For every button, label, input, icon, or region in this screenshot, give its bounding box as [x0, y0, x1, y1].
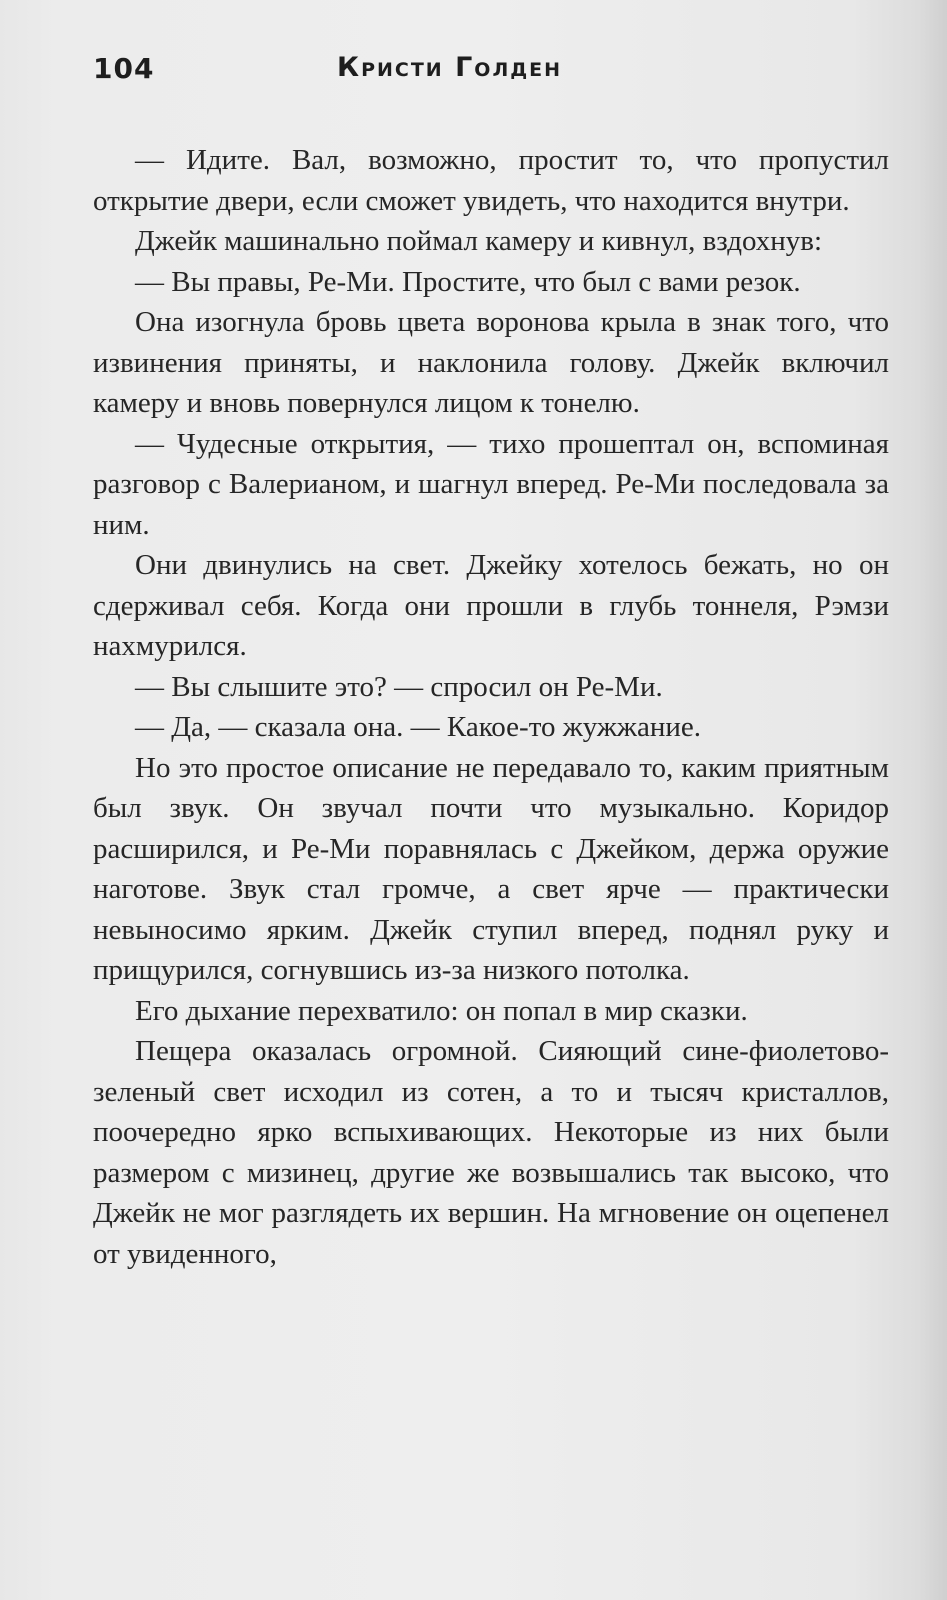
running-head-author: Кристи Голден	[337, 52, 563, 83]
paragraph: — Вы правы, Ре-Ми. Простите, что был с вами резок.	[135, 265, 801, 298]
body-text	[93, 140, 889, 1274]
paragraph: — Да, — сказала она. — Какое-то жужжание.	[135, 711, 701, 743]
page-number: 104	[93, 52, 155, 85]
paragraph: — Чудесные открытия, — тихо прошептал он, вспоминая разговор с Валерианом, и шагнул вперед. Ре-Ми последовала за ним.	[93, 427, 889, 541]
paragraph: Его дыхание перехватило: он попал в мир сказки.	[135, 994, 748, 1027]
paragraph: — Идите. Вал, возможно, простит то, что пропустил открытие двери, если сможет увидеть, что находится внутри.	[93, 144, 889, 217]
paragraph: Джейк машинально поймал камеру и кивнул, вздохнув:	[135, 225, 823, 257]
paragraph: Она изогнула бровь цвета воронова крыла в знак того, что извинения приняты, и наклонила голову. Джейк включил камеру и вновь повернулся лицом к тонелю.	[93, 306, 889, 419]
page-header	[93, 52, 893, 92]
paragraph: — Вы слышите это? — спросил он Ре-Ми.	[135, 670, 663, 703]
paragraph: Они двинулись на свет. Джейку хотелось бежать, но он сдерживал себя. Когда они прошли в глубь тоннеля, Рэмзи нахмурился.	[93, 549, 889, 662]
paragraph: Но это простое описание не передавало то, каким приятным был звук. Он звучал почти что музыкально. Коридор расширился, и Ре-Ми поравнялась с Джейком, держа оружие наготове. Звук стал громче, а свет ярче — практически невыносимо ярким. Джейк ступил вперед, поднял руку и прищурился, согнувшись из-за низкого потолка.	[93, 751, 889, 986]
paragraph: Пещера оказалась огромной. Сияющий сине-фиолетово-зеленый свет исходил из сотен, а то и тысяч кристаллов, поочередно ярко вспыхивающих. Некоторые из них были размером с мизинец, другие же возвышались так высоко, что Джейк не мог разглядеть их вершин. На мгновение он оцепенел от увиденного,	[93, 1035, 889, 1270]
